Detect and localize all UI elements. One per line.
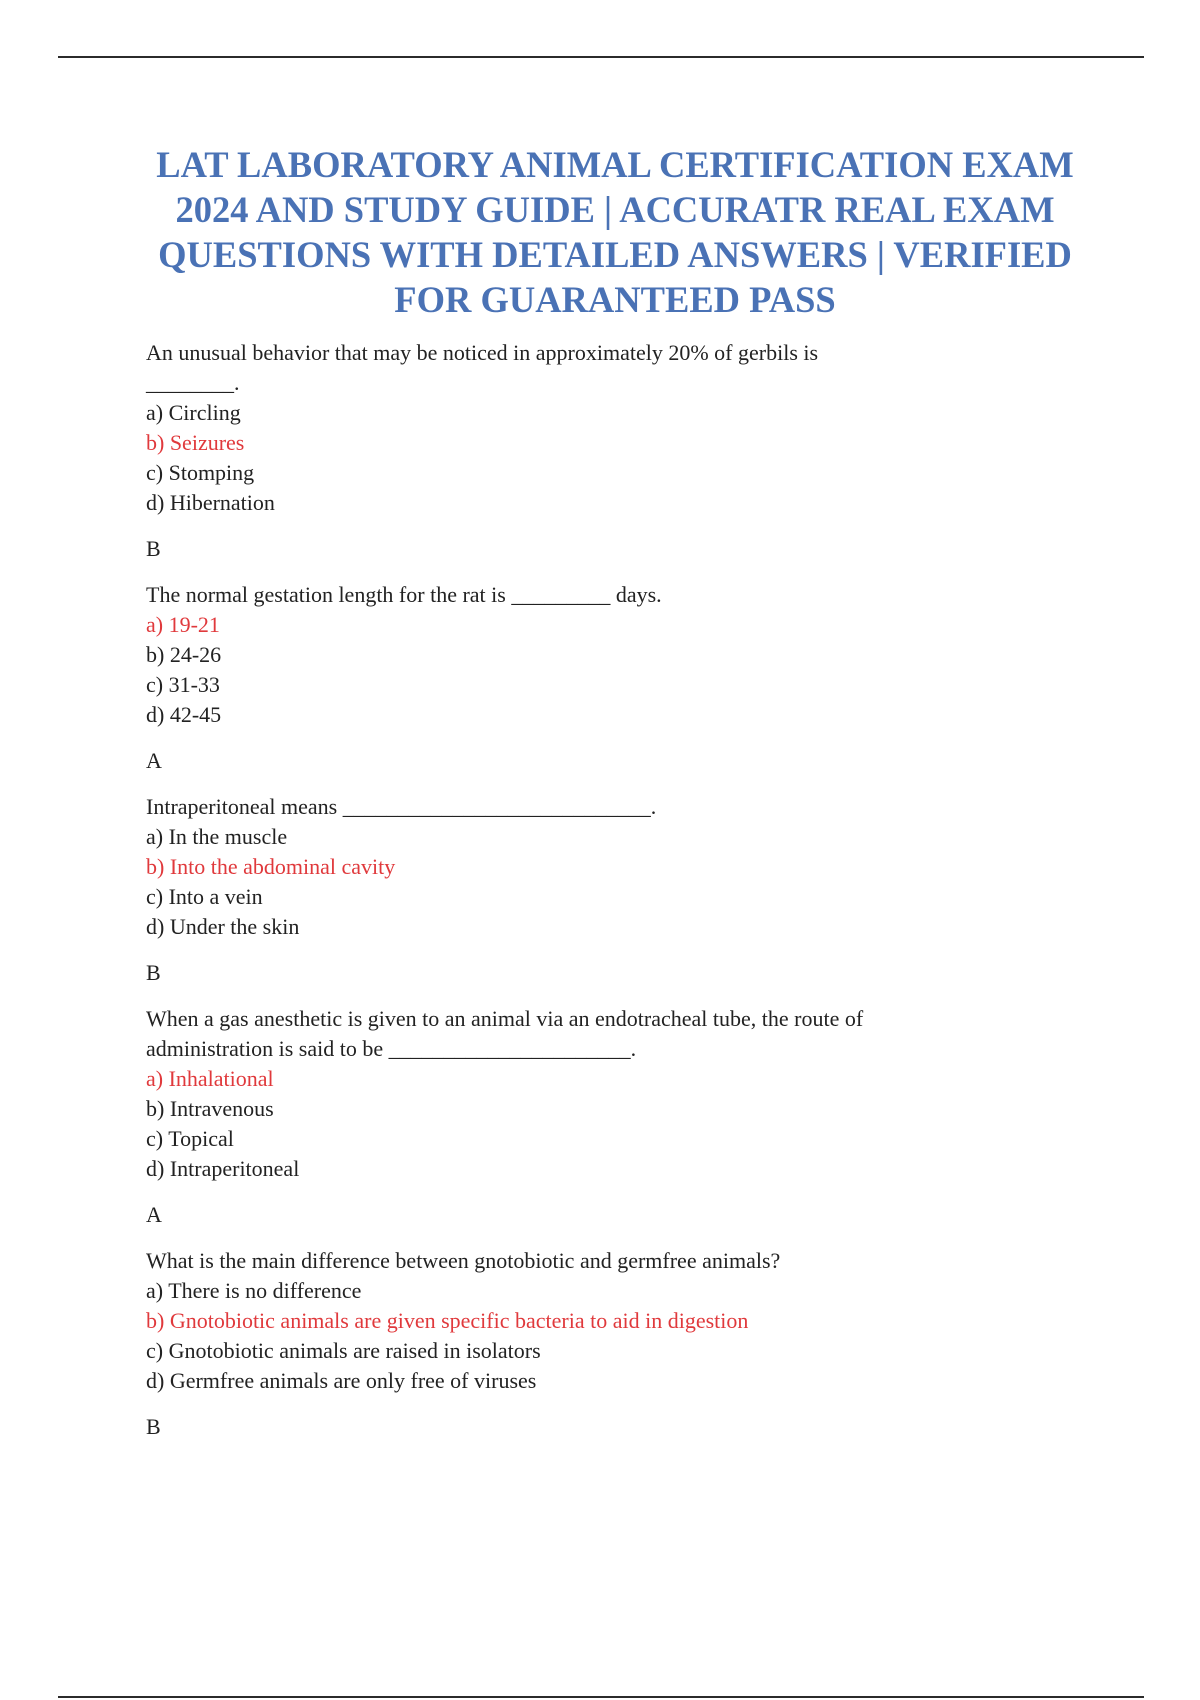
question-block <box>146 338 906 564</box>
top-rule <box>58 56 1144 58</box>
answer-key: B <box>146 1414 161 1439</box>
question-prompt: What is the main difference between gnotobiotic and germfree animals? <box>146 1248 781 1273</box>
answer-option: c) Topical <box>146 1126 234 1151</box>
answer-option: d) Intraperitoneal <box>146 1156 300 1181</box>
answer-option: d) Under the skin <box>146 914 300 939</box>
answer-option: c) Gnotobiotic animals are raised in isolators <box>146 1338 541 1363</box>
answer-key: B <box>146 960 161 985</box>
correct-option: b) Gnotobiotic animals are given specific bacteria to aid in digestion <box>146 1308 749 1333</box>
question-block <box>146 1004 906 1230</box>
question-prompt: Intraperitoneal means ____________________________. <box>146 794 657 819</box>
question-block <box>146 1246 906 1442</box>
correct-option: b) Into the abdominal cavity <box>146 854 396 879</box>
question-prompt: The normal gestation length for the rat is _________ days. <box>146 582 662 607</box>
answer-options <box>146 398 906 518</box>
correct-option: a) Inhalational <box>146 1066 274 1091</box>
question-list <box>146 338 906 1458</box>
question-prompt: When a gas anesthetic is given to an animal via an endotracheal tube, the route of administration is said to be ______________________. <box>146 1006 864 1061</box>
correct-option: b) Seizures <box>146 430 245 455</box>
answer-key: B <box>146 536 161 561</box>
bottom-rule <box>58 1696 1144 1698</box>
answer-option: c) Stomping <box>146 460 255 485</box>
correct-option: a) 19-21 <box>146 612 220 637</box>
document-title: LAT LABORATORY ANIMAL CERTIFICATION EXAM 2024 AND STUDY GUIDE | ACCURATR REAL EXAM QUESTIONS WITH DETAILED ANSWERS | VERIFIED FOR GUARANTEED PASS <box>156 144 1074 320</box>
answer-option: c) Into a vein <box>146 884 263 909</box>
answer-option: d) Germfree animals are only free of viruses <box>146 1368 537 1393</box>
answer-option: b) Intravenous <box>146 1096 274 1121</box>
answer-key: A <box>146 748 162 773</box>
answer-key: A <box>146 1202 162 1227</box>
answer-option: c) 31-33 <box>146 672 220 697</box>
answer-option: d) 42-45 <box>146 702 222 727</box>
answer-option: d) Hibernation <box>146 490 275 515</box>
answer-options <box>146 822 906 942</box>
answer-options <box>146 1276 906 1396</box>
answer-option: b) 24-26 <box>146 642 222 667</box>
question-prompt: An unusual behavior that may be noticed in approximately 20% of gerbils is ________. <box>146 340 819 395</box>
answer-options <box>146 1064 906 1184</box>
question-block <box>146 792 906 988</box>
question-block <box>146 580 906 776</box>
answer-option: a) Circling <box>146 400 241 425</box>
answer-option: a) There is no difference <box>146 1278 362 1303</box>
answer-options <box>146 610 906 730</box>
answer-option: a) In the muscle <box>146 824 288 849</box>
